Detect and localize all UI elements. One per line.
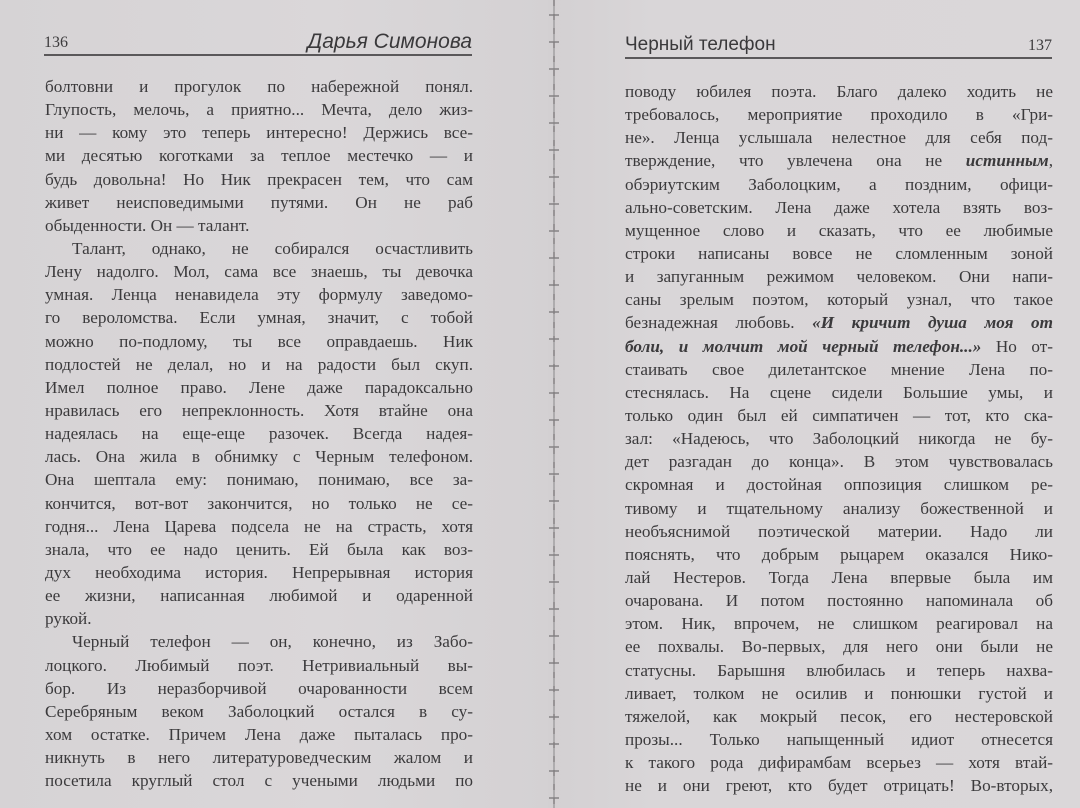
text-line-content: лоцкого. Любимый поэт. Нетривиальный вы- [45, 655, 473, 675]
text-line-content: бор. Из неразборчивой очарованности всем [45, 678, 473, 698]
text-line-content: не и они греют, кто будет отрицать! Во-вторых, [625, 776, 1053, 796]
text-line-content: годня... Лена Царева подсела не на страсть, хотя [45, 516, 473, 536]
running-head-title: Черный телефон [625, 34, 776, 55]
text-line [45, 468, 473, 491]
text-line [625, 335, 1053, 358]
stitch-mark [549, 446, 559, 448]
text-line [45, 538, 473, 561]
stitch-mark [549, 527, 559, 529]
stitch-mark [549, 68, 559, 70]
text-line [45, 237, 473, 260]
text-line-content: Серебряным веком Заболоцкий остался в су- [45, 701, 473, 721]
stitch-mark [549, 257, 559, 259]
text-line-content: необъяснимой поэтической материи. Надо ли [625, 521, 1053, 541]
text-line-content: ее жизни, написанная любимой и одаренной [45, 586, 473, 606]
italic-quote: истинным [965, 151, 1049, 171]
text-line [45, 746, 473, 769]
stitch-mark [549, 635, 559, 637]
text-line-content: дух необходима история. Непрерывная история [45, 562, 473, 582]
text-line [45, 283, 473, 306]
text-line-content: обэриутским Заболоцким, а поздним, офици- [625, 174, 1053, 194]
text-line-content: ливает, толком не осилив и понюшки густой и [625, 683, 1053, 703]
stitch-mark [549, 149, 559, 151]
stitch-mark [549, 95, 559, 97]
right-page-body-text [625, 80, 1053, 797]
text-line-content: ни — кому это теперь интересно! Держись все- [45, 123, 473, 143]
stitch-mark [549, 176, 559, 178]
text-line [625, 659, 1053, 682]
text-line-content: знала, что ее надо ценить. Ей была как воз- [45, 539, 473, 559]
stitch-mark [549, 500, 559, 502]
text-line [625, 404, 1053, 427]
stitch-mark [549, 608, 559, 610]
text-line [625, 682, 1053, 705]
text-line-content: Лену надолго. Мол, сама все знаешь, ты девочка [45, 262, 473, 282]
left-page-header [44, 30, 472, 56]
text-line-content: поводу юбилея поэта. Благо далеко ходить не [625, 82, 1053, 101]
text-line-content: саны зрелым поэтом, который узнал, что такое [625, 290, 1053, 310]
text-line [625, 543, 1053, 566]
text-line [625, 728, 1053, 751]
text-line-content: можно по-подлому, ты все оправдаешь. Ник [45, 331, 473, 351]
text-line [45, 630, 473, 653]
text-line [625, 566, 1053, 589]
text-line [45, 376, 473, 399]
text-line [45, 144, 473, 167]
text-line [45, 492, 473, 515]
text-line-content: болтовни и прогулок по набережной понял. [45, 77, 473, 96]
stitch-mark [549, 554, 559, 556]
text-line [625, 450, 1053, 473]
text-line [625, 126, 1053, 149]
text-line [625, 219, 1053, 242]
text-line [625, 427, 1053, 450]
text-line-content: к такого рода дифирамбам всерьез — хотя втай- [625, 753, 1053, 773]
stitch-mark [549, 41, 559, 43]
text-line-content: Глупость, мелочь, а приятно... Мечта, дело жиз- [45, 100, 473, 120]
italic-quote: боли, и молчит мой черный телефон...» [625, 336, 982, 356]
text-line [625, 381, 1053, 404]
stitch-mark [549, 14, 559, 16]
stitch-mark [549, 689, 559, 691]
stitch-mark [549, 797, 559, 799]
text-line [625, 520, 1053, 543]
text-line [45, 260, 473, 283]
text-line [625, 103, 1053, 126]
text-line [625, 358, 1053, 381]
text-line-content: стеснялась. На сцене сидели Большие умы, и [625, 382, 1053, 402]
text-line [625, 265, 1053, 288]
stitch-mark [549, 743, 559, 745]
text-line-content: дет разгадан до конца». В этом чувствовалась [625, 452, 1053, 472]
text-line-content: только один был ей симпатичен — тот, кто ска- [625, 405, 1053, 425]
text-line-content: пояснять, что добрым рыцарем оказался Нико- [625, 544, 1053, 564]
text-line [45, 677, 473, 700]
stitch-mark [549, 473, 559, 475]
right-page-header [625, 33, 1052, 59]
stitch-mark [549, 392, 559, 394]
text-line-content: посетила круглый стол с учеными людьми по [45, 771, 473, 791]
text-line [625, 751, 1053, 774]
text-line [625, 311, 1053, 334]
stitch-mark [549, 770, 559, 772]
stitch-mark [549, 365, 559, 367]
text-line [625, 705, 1053, 728]
text-line-content: и запуганным режимом человеком. Они напи- [625, 267, 1053, 287]
text-line [625, 149, 1053, 172]
text-line-content: тяжелой, как мокрый песок, его нестеровской [625, 706, 1053, 726]
text-line-content: скромная и достойная оппозиция слишком ре- [625, 475, 1053, 495]
text-line [45, 584, 473, 607]
stitch-mark [549, 284, 559, 286]
text-line [45, 399, 473, 422]
text-line [45, 330, 473, 353]
text-line-tail: , [1048, 151, 1053, 171]
text-line [45, 769, 473, 792]
text-line-content: статусны. Барышня влюбилась и теперь нахва- [625, 660, 1053, 680]
text-line-content: Талант, однако, не собирался осчастливить [72, 238, 473, 258]
text-line-content: требовалось, мероприятие проходило в «Гри- [625, 105, 1053, 125]
text-line [625, 774, 1053, 797]
text-line-content: будь довольна! Но Ник прекрасен тем, что сам [45, 169, 473, 189]
text-line [45, 515, 473, 538]
text-line-content: обыденности. Он — талант. [45, 215, 250, 235]
text-line-content: мущенное слово и сказать, что ее любимые [625, 220, 1053, 240]
text-line-content: стаивать свое дилетантское мнение Лена по- [625, 359, 1053, 379]
text-line-content: живет неисповедимыми путями. Он не раб [45, 192, 473, 212]
stitch-mark [549, 122, 559, 124]
text-line-content: рукой. [45, 609, 92, 629]
text-line [45, 191, 473, 214]
text-line [45, 121, 473, 144]
text-line-content: очарована. И потом постоянно напоминала об [625, 591, 1053, 611]
text-line-content: ее похвалы. Во-первых, для него они были не [625, 637, 1053, 657]
text-line-content: умная. Ленца ненавидела эту формулу заведомо- [45, 285, 473, 305]
text-line [45, 98, 473, 121]
stitch-mark [549, 419, 559, 421]
text-line-content: подлостей не делал, но и на радости был скуп. [45, 354, 473, 374]
text-line-content: не». Ленца услышала нелестное для себя под- [625, 128, 1053, 148]
text-line [625, 635, 1053, 658]
italic-quote: «И кричит душа моя от [812, 313, 1054, 333]
text-line [45, 353, 473, 376]
text-line [45, 654, 473, 677]
stitch-mark [549, 581, 559, 583]
text-line-content: зал: «Надеюсь, что Заболоцкий никогда не бу- [625, 429, 1053, 449]
stitch-mark [549, 203, 559, 205]
text-line [45, 607, 473, 630]
text-line [45, 700, 473, 723]
text-line-content: Черный телефон — он, конечно, из Забо- [72, 632, 473, 652]
text-line [625, 473, 1053, 496]
text-line-content: лай Нестеров. Тогда Лена впервые была им [625, 567, 1053, 587]
text-line [625, 288, 1053, 311]
text-line-content: го вероломства. Если умная, значит, с тобой [45, 308, 473, 328]
text-line-content: этом. Ник, впрочем, не слишком реагировал на [625, 614, 1053, 634]
text-line-content: строки написаны вовсе не сломленным зоной [625, 243, 1053, 263]
stitch-mark [549, 662, 559, 664]
text-line [625, 589, 1053, 612]
text-line [625, 497, 1053, 520]
stitch-mark [549, 311, 559, 313]
text-line-content: ально-советским. Лена даже хотела взять воз- [625, 197, 1053, 217]
page-number-right: 137 [1028, 37, 1052, 54]
stitch-mark [549, 716, 559, 718]
text-line [45, 561, 473, 584]
left-page-body-text [45, 75, 473, 792]
text-line [45, 168, 473, 191]
text-line [45, 445, 473, 468]
text-line [625, 612, 1053, 635]
text-line [45, 214, 473, 237]
text-line-content: тверждение, что увлечена она не [625, 151, 966, 171]
stitch-mark [549, 230, 559, 232]
text-line-content: надеялась на еще-еще разочек. Всегда надея- [45, 424, 473, 444]
text-line-content: лась. Она жила в обнимку с Черным телефоном. [45, 447, 473, 467]
text-line-content: хом остатке. Причем Лена даже пыталась про- [45, 724, 473, 744]
text-line-content: нравилась его непреклонность. Хотя втайне она [45, 400, 473, 420]
text-line [45, 306, 473, 329]
text-line [45, 723, 473, 746]
text-line [45, 75, 473, 98]
text-line-content: тивому и тщательному анализу божественной и [625, 498, 1053, 518]
text-line [45, 422, 473, 445]
running-head-author: Дарья Симонова [307, 30, 472, 53]
text-line-content: ми десятью коготками за теплое местечко — и [45, 146, 473, 166]
text-line-content: безнадежная любовь. [625, 313, 813, 333]
text-line-content: Имел полное право. Лене даже парадоксально [45, 377, 473, 397]
text-line-content: прозы... Только напыщенный идиот отнесется [625, 729, 1053, 749]
text-line-content: Она шептала ему: понимаю, понимаю, все за- [45, 470, 473, 490]
text-line [625, 196, 1053, 219]
text-line-content: кончится, вот-вот закончится, но только не се- [45, 493, 473, 513]
text-line [625, 80, 1053, 103]
stitch-mark [549, 338, 559, 340]
text-line [625, 173, 1053, 196]
text-line-content: никнуть в него литературоведческим жалом и [45, 748, 473, 768]
text-line-tail: Но от- [981, 336, 1054, 356]
page-number-left: 136 [44, 34, 68, 51]
text-line [625, 242, 1053, 265]
